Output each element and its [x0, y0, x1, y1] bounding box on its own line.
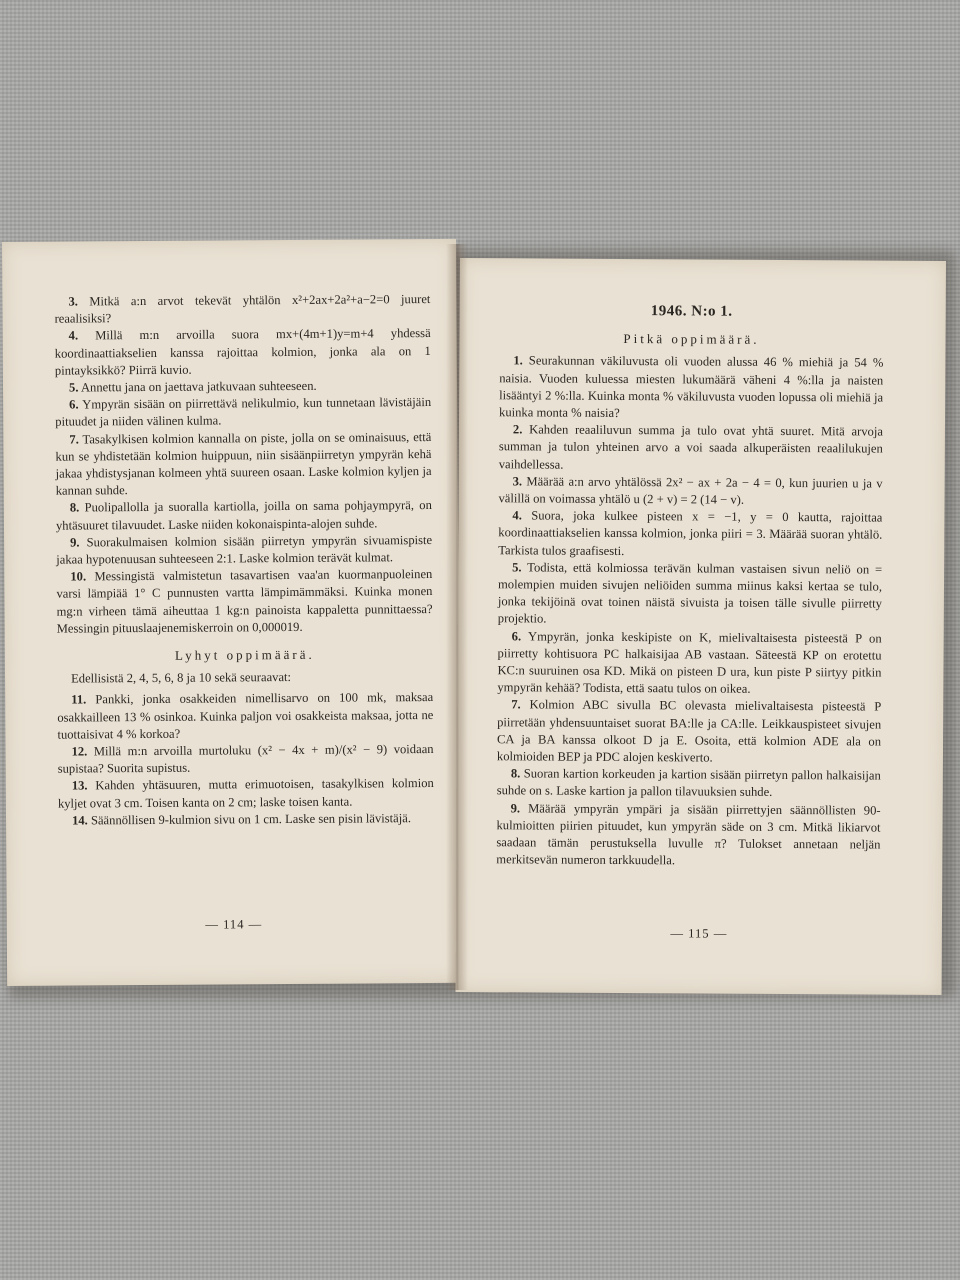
problem-text: Millä m:n arvoilla murtoluku (x² − 4x + m)/(x² − 9) voidaan supistaa? Suorita supistus. — [57, 742, 434, 776]
problem-item — [55, 325, 431, 379]
problem-number: 7. — [69, 432, 79, 447]
right-page-title: 1946. N:o 1. — [650, 303, 733, 320]
problem-text: Suoran kartion korkeuden ja kartion sisään piirretyn pallon halkaisijan suhde on s. Laske kartion ja pallon tilavuuksien suhde. — [496, 766, 881, 800]
problem-number: 4. — [512, 508, 522, 523]
problem-number: 11. — [71, 692, 87, 707]
problem-number: 3. — [68, 294, 78, 309]
problem-item — [54, 291, 430, 328]
problem-number: 1. — [513, 353, 523, 368]
problem-text: Suora, joka kulkee pisteen x = −1, y = 0 kautta, rajoittaa koordinaattiakselien kanssa kolmion, jonka piiri = 3. Määrää suoran yhtälö. Tarkista tulos graafisesti. — [498, 508, 883, 558]
problem-number: 6. — [69, 397, 79, 412]
problem-text: Pankki, jonka osakkeiden nimellisarvo on 100 mk, maksaa osakkailleen 13 % osinkoa. Kuinka paljon voi osakkeista maksaa, jotta ne tuottaisivat 4 % korkoa? — [57, 690, 434, 742]
right-page-text — [496, 302, 883, 871]
problem-text: Messingistä valmistetun tasavartisen vaa'an kuormanpuoleinen varsi lämpiää 1° C punnusten vartta lämpimämmäksi. Kuinka monen mg:n virheen tämä aiheuttaa 1 kg:n painoista kappaletta punnittaessa? Messingin pituuslaajenemiskerroin on 0,000019. — [56, 567, 433, 636]
problem-number: 6. — [511, 628, 522, 644]
problem-item — [58, 810, 434, 830]
problem-number: 12. — [71, 744, 88, 759]
problem-item — [56, 532, 432, 569]
problem-item — [499, 421, 883, 475]
problem-text: Tasakylkisen kolmion kannalla on piste, jolla on se ominaisuus, että kun se yhdistetään kolmion huippuun, niin sisäänpiirretyn ympyrän kehä jakaa yhdistysjanan kolmeen yhtä suureen osaan. Laske kolmion kyljen ja kannan suhde. — [55, 429, 432, 498]
problem-item — [58, 741, 434, 778]
problem-number: 5. — [68, 380, 79, 395]
left-section-intro: Edellisistä 2, 4, 5, 6, 8 ja 10 sekä seuraavat: — [71, 670, 292, 686]
problem-number: 5. — [512, 560, 522, 575]
left-problem-list-2 — [57, 689, 434, 829]
problem-text: Ympyrän sisään on piirrettävä nelikulmio, kun tunnetaan lävistäjäin pituudet ja niiden välinen kulma. — [55, 395, 432, 430]
problem-text: Millä m:n arvoilla suora mx+(4m+1)y=m+4 yhdessä koordinaattiakselien kanssa rajoittaa kolmion, jonka ala on 1 pintayksikkö? Piirrä kuvio. — [54, 326, 431, 378]
problem-item — [58, 775, 434, 812]
right-page-subtitle: Pitkä oppimäärä. — [623, 331, 760, 348]
left-page-text — [54, 291, 434, 830]
problem-text: Seurakunnan väkiluvusta oli vuoden alussa 46 % miehiä ja 54 % naisia. Vuoden kuluessa miesten lukumäärä väheni 4 %:lla ja naisten lisääntyi 2 %:lla. Kuinka monta % väkiluvusta vuoden lopussa oli miehiä ja kuinka monta % naisia? — [499, 353, 884, 420]
problem-number: 3. — [512, 474, 523, 489]
problem-text: Kahden yhtäsuuren, mutta erimuotoisen, tasakylkisen kolmion kyljet ovat 3 cm. Toisen kanta on 2 cm; laske toisen kanta. — [57, 776, 434, 811]
problem-item — [497, 766, 881, 803]
problem-text: Todista, että kolmiossa terävän kulman vastaisen sivun neliö on = molempien muiden sivujen neliöiden summa miinus kaksi kertaa se tulo, jonka tekijöinä ovat toinen näistä sivuista ja toisen tälle sivulle piirretty projektio. — [497, 560, 883, 626]
problem-text: Määrää a:n arvo yhtälössä 2x² − ax + 2a − 4 = 0, kun juurien u ja v välillä on voimassa yhtälö u (2 + v) = 2 (14 − v). — [498, 474, 883, 507]
problem-number: 8. — [510, 766, 521, 781]
left-page — [2, 239, 461, 986]
problem-text: Ympyrän, jonka keskipiste on K, mielivaltaisesta pisteestä P on piirretty kohtisuora PC halkaisijaa AB vastaan. Säteestä KP on erotettu KC:n suuruinen osa KD. Mikä on pisteen D ura, kun piste P siirtyy pitkin ympyrän kehää? Todista, että saatu tulos on oikea. — [497, 629, 882, 697]
problem-item — [497, 628, 881, 699]
problem-item — [498, 559, 882, 630]
problem-item — [57, 689, 433, 743]
problem-item — [499, 353, 883, 424]
problem-item — [498, 473, 882, 510]
left-page-number: — 114 — — [205, 917, 263, 932]
problem-number: 9. — [510, 801, 521, 816]
problem-text: Mitkä a:n arvot tekevät yhtälön x²+2ax+2a²+a−2=0 juuret reaalisiksi? — [54, 292, 431, 326]
book-gutter — [446, 244, 468, 990]
right-problem-list — [496, 353, 883, 871]
problem-number: 9. — [70, 535, 80, 550]
problem-text: Kolmion ABC sivulla BC olevasta mielivaltaisesta pisteestä P piirretään yhdensuuntaiset suorat BA:lle ja CA:lle. Leikkauspisteet sivujen CA ja BA kanssa olkoot D ja E. Osoita, että kolmion ADE ala on kolmioiden BEP ja PDC alojen keskiverto. — [496, 697, 882, 765]
problem-text: Puolipallolla ja suoralla kartiolla, joilla on sama pohjaympyrä, on yhtäsuuret tilavuudet. Laske niiden kokonaispinta-alojen suhde. — [55, 498, 432, 533]
right-page-number: — 115 — — [670, 926, 728, 941]
problem-text: Säännöllisen 9-kulmion sivu on 1 cm. Laske sen pisin lävistäjä. — [87, 811, 412, 828]
problem-number: 2. — [512, 422, 523, 437]
left-section-heading: Lyhyt oppimäärä. — [174, 646, 315, 663]
problem-number: 10. — [70, 569, 87, 584]
right-page — [456, 258, 946, 995]
problem-item — [498, 507, 882, 561]
problem-item — [497, 697, 881, 768]
problem-text: Annettu jana on jaettava jatkuvaan suhteeseen. — [78, 378, 317, 395]
problem-number: 7. — [511, 697, 521, 712]
problem-item — [56, 566, 432, 637]
problem-number: 8. — [69, 500, 80, 515]
problem-item — [496, 800, 880, 871]
problem-text: Suorakulmaisen kolmion sisään piirretyn ympyrän sivuamispiste jakaa hypotenuusan suhteeseen 2:1. Laske kolmion terävät kulmat. — [56, 532, 433, 567]
problem-text: Kahden reaaliluvun summa ja tulo ovat yhtä suuret. Mitä arvoja summan ja tulon yhteinen arvo a voi saada alkuperäisten reaalilukujen vaihdellessa. — [498, 422, 883, 472]
problem-item — [55, 394, 431, 431]
problem-number: 4. — [68, 328, 79, 343]
left-problem-list — [54, 291, 432, 638]
problem-item — [55, 429, 431, 500]
problem-item — [56, 497, 432, 534]
problem-text: Määrää ympyrän ympäri ja sisään piirrettyjen säännöllisten 90-kulmioitten piirien pituudet, kun ympyrän säde on 3 cm. Mitkä likiarvot saadaan tämän perustuksella luvulle π? Tulokset annetaan neljän merkitsevän numeron tarkkuudella. — [496, 801, 881, 868]
problem-number: 14. — [71, 813, 88, 828]
problem-number: 13. — [71, 778, 88, 794]
